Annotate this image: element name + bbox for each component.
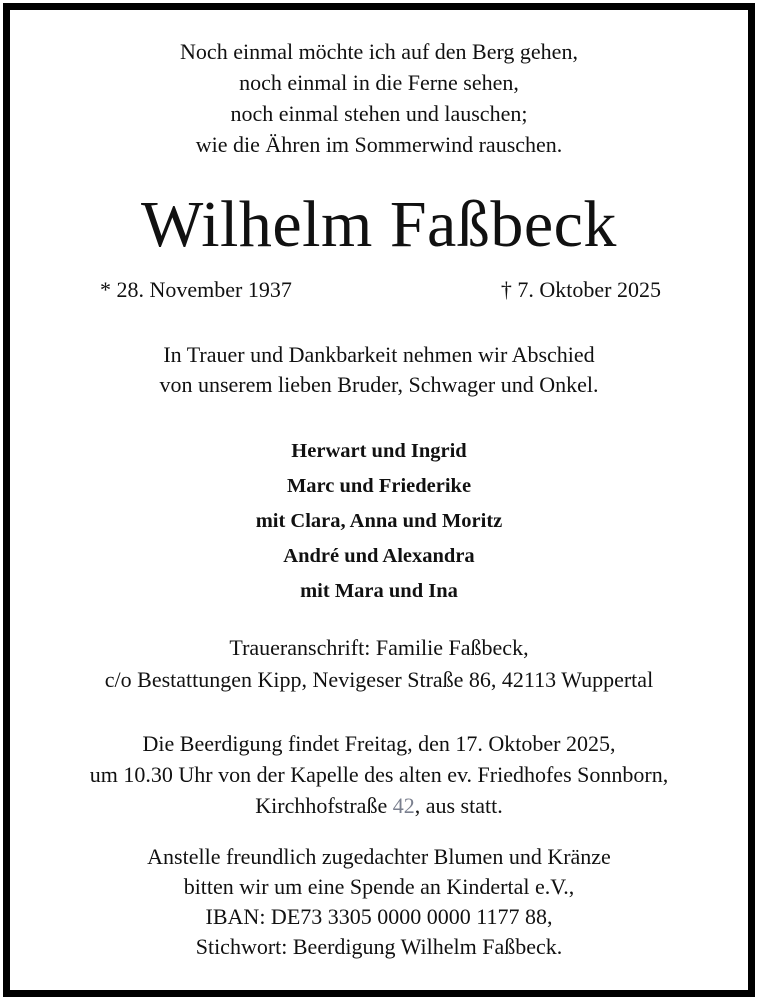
mourner-entry: Marc und Friederike xyxy=(286,475,472,497)
address-line: Traueranschrift: Familie Faßbeck, xyxy=(229,635,529,660)
farewell-line: von unserem lieben Bruder, Schwager und Onkel. xyxy=(159,372,599,397)
farewell-text xyxy=(0,340,758,400)
birth-date: * 28. November 1937 xyxy=(100,277,292,302)
verse-line: noch einmal in die Ferne sehen, xyxy=(239,70,519,95)
funeral-line: Die Beerdigung findet Freitag, den 17. Oktober 2025, xyxy=(142,731,616,756)
street-name: Kirchhofstraße xyxy=(255,793,393,818)
donation-line: bitten wir um eine Spende an Kindertal e.V., xyxy=(183,874,575,899)
funeral-line-location xyxy=(0,790,758,821)
house-number: 42 xyxy=(392,793,415,818)
donation-line: Anstelle freundlich zugedachter Blumen und Kränze xyxy=(147,844,611,869)
donation-iban: IBAN: DE73 3305 0000 0000 1177 88, xyxy=(205,904,553,929)
verse-line: Noch einmal möchte ich auf den Berg gehen, xyxy=(180,39,578,64)
funeral-line: um 10.30 Uhr von der Kapelle des alten ev. Friedhofes Sonnborn, xyxy=(89,762,669,787)
memorial-verse xyxy=(0,36,758,160)
life-dates xyxy=(0,276,758,306)
mourner-entry: mit Mara und Ina xyxy=(300,580,458,602)
address-line: c/o Bestattungen Kipp, Nevigeser Straße 86, 42113 Wuppertal xyxy=(104,667,654,692)
verse-line: wie die Ähren im Sommerwind rauschen. xyxy=(195,132,563,157)
mourning-address xyxy=(0,632,758,696)
donation-request xyxy=(0,842,758,962)
mourner-entry: mit Clara, Anna und Moritz xyxy=(255,510,503,532)
mourner-entry: Herwart und Ingrid xyxy=(291,440,467,462)
funeral-notice xyxy=(0,728,758,821)
verse-line: noch einmal stehen und lauschen; xyxy=(230,101,528,126)
farewell-line: In Trauer und Dankbarkeit nehmen wir Abschied xyxy=(163,342,595,367)
donation-reference: Stichwort: Beerdigung Wilhelm Faßbeck. xyxy=(195,934,563,959)
mourner-entry: André und Alexandra xyxy=(283,545,475,567)
mourners-list xyxy=(0,434,758,609)
deceased-name: Wilhelm Faßbeck xyxy=(141,188,617,261)
location-suffix: , aus statt. xyxy=(414,793,503,818)
death-date: † 7. Oktober 2025 xyxy=(500,277,661,302)
